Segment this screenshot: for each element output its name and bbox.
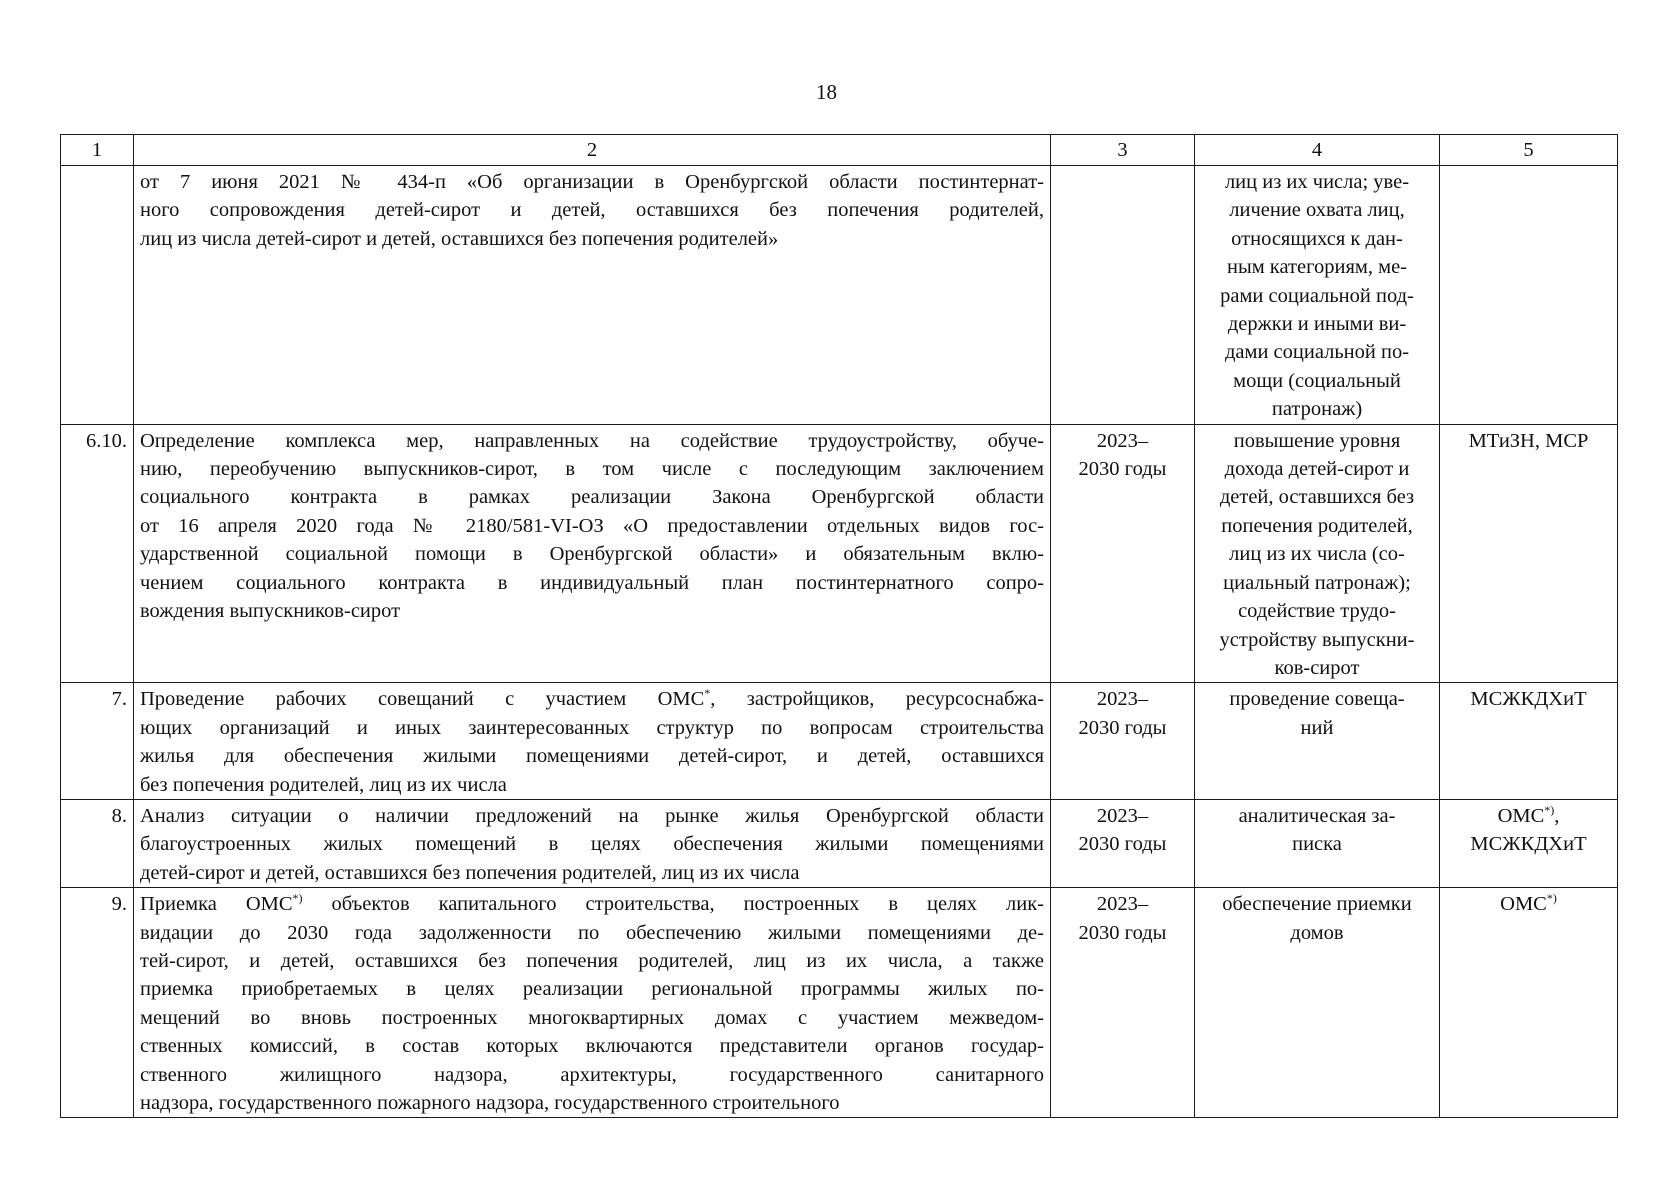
- text-line: ударственной социальной помощи в Оренбургской области» и обязательным вклю-: [140, 543, 1044, 566]
- activity-description: [134, 683, 1051, 800]
- text-line: МТиЗН, МСР: [1468, 429, 1589, 452]
- text-line: проведение совеща-: [1229, 688, 1405, 711]
- text-line: ющих организаций и иных заинтересованных структур по вопросам строительства: [140, 716, 1044, 739]
- text-line: надзора, государственного пожарного надзора, государственного строительного: [140, 1092, 840, 1114]
- text-line: личение охвата лиц,: [1229, 199, 1405, 222]
- column-number-2: 2: [134, 135, 1051, 166]
- item-number: 7.: [61, 683, 134, 800]
- text-line: вождения выпускников-сирот: [140, 600, 401, 623]
- responsible-executor: [1440, 424, 1618, 683]
- text-line: ного сопровождения детей-сирот и детей, оставшихся без попечения родителей,: [140, 199, 1044, 222]
- text-line: нию, переобучению выпускников-сирот, в том числе с последующим заключением: [140, 458, 1044, 481]
- text-line: видации до 2030 года задолженности по обеспечению жилыми помещениями де-: [140, 921, 1044, 944]
- table-row: [61, 166, 1618, 425]
- text-line: чением социального контракта в индивидуальный план постинтернатного сопро-: [140, 571, 1044, 594]
- implementation-period: [1051, 424, 1195, 683]
- text-line: МСЖКДХиТ: [1470, 688, 1587, 711]
- text-line: детей, оставшихся без: [1219, 486, 1415, 509]
- text-line: социального контракта в рамках реализации Закона Оренбургской области: [140, 486, 1044, 509]
- item-number: [61, 166, 134, 425]
- implementation-period: [1051, 166, 1195, 425]
- page-number: 18: [816, 80, 837, 104]
- activity-description: [134, 166, 1051, 425]
- column-number-4: 4: [1195, 135, 1440, 166]
- text-line: содействие трудо-: [1238, 600, 1396, 623]
- text-line: дохода детей-сирот и: [1224, 458, 1410, 481]
- text-line: 2023–: [1096, 429, 1149, 452]
- text-line: без попечения родителей, лиц из их числа: [140, 773, 507, 796]
- item-number: 6.10.: [61, 424, 134, 683]
- text-line: домов: [1290, 921, 1344, 944]
- table-row: [61, 683, 1618, 800]
- table-row: [61, 424, 1618, 683]
- table-header-row: [61, 135, 1618, 166]
- plan-table: [60, 134, 1618, 1118]
- text-line: Приемка ОМС*) объектов капитального строительства, построенных в целях лик-: [140, 891, 1044, 916]
- responsible-executor: [1440, 799, 1618, 887]
- text-line: 2023–: [1096, 893, 1149, 916]
- text-line: приемка приобретаемых в целях реализации региональной программы жилых по-: [140, 978, 1044, 1001]
- table-row: [61, 888, 1618, 1118]
- expected-result: [1195, 424, 1440, 683]
- responsible-executor: [1440, 166, 1618, 425]
- activity-description: [134, 888, 1051, 1118]
- text-line: циальный патронаж);: [1223, 571, 1411, 594]
- expected-result: [1195, 799, 1440, 887]
- item-number: 9.: [61, 888, 134, 1118]
- text-line: аналитическая за-: [1238, 804, 1396, 827]
- text-line: ным категориям, ме-: [1226, 256, 1408, 279]
- text-line: ственных комиссий, в состав которых включаются представители органов государ-: [140, 1035, 1044, 1058]
- responsible-executor: [1440, 888, 1618, 1118]
- table-row: [61, 799, 1618, 887]
- text-line: относящихся к дан-: [1231, 227, 1403, 250]
- text-line: МСЖКДХиТ: [1470, 833, 1587, 856]
- text-line: лиц из их числа (со-: [1229, 543, 1405, 566]
- text-line: тей-сирот, и детей, оставшихся без попечения родителей, лиц из их числа, а также: [140, 949, 1044, 972]
- text-line: ственного жилищного надзора, архитектуры, государственного санитарного: [140, 1063, 1044, 1086]
- text-line: от 16 апреля 2020 года № 2180/581-VI-ОЗ «О предоставлении отдельных видов гос-: [140, 514, 1044, 537]
- text-line: от 7 июня 2021 № 434-п «Об организации в Оренбургской области постинтернат-: [140, 171, 1044, 193]
- expected-result: [1195, 888, 1440, 1118]
- responsible-executor: [1440, 683, 1618, 800]
- column-number-3: 3: [1051, 135, 1195, 166]
- column-number-5: 5: [1440, 135, 1618, 166]
- text-line: патронаж): [1271, 398, 1363, 421]
- text-line: Проведение рабочих совещаний с участием ОМС*, застройщиков, ресурсоснабжа-: [140, 686, 1044, 711]
- text-line: ков-сирот: [1274, 656, 1360, 679]
- text-line: устройству выпускни-: [1219, 628, 1415, 651]
- implementation-period: [1051, 888, 1195, 1118]
- text-line: лиц из числа детей-сирот и детей, оставшихся без попечения родителей»: [140, 227, 779, 250]
- text-line: 2023–: [1096, 688, 1149, 711]
- text-line: 2030 годы: [1078, 921, 1167, 944]
- text-line: жилья для обеспечения жилыми помещениями детей-сирот, и детей, оставшихся: [140, 745, 1044, 768]
- text-line: детей-сирот и детей, оставшихся без попечения родителей, лиц из их числа: [140, 861, 800, 884]
- text-line: благоустроенных жилых помещений в целях обеспечения жилыми помещениями: [140, 833, 1044, 856]
- text-line: Определение комплекса мер, направленных на содействие трудоустройству, обуче-: [140, 429, 1044, 452]
- expected-result: [1195, 166, 1440, 425]
- text-line: обеспечение приемки: [1222, 893, 1412, 916]
- expected-result: [1195, 683, 1440, 800]
- text-line: мощи (социальный: [1233, 369, 1401, 392]
- text-line: 2030 годы: [1078, 833, 1167, 856]
- item-number: 8.: [61, 799, 134, 887]
- text-line: ний: [1300, 716, 1334, 739]
- column-number-1: 1: [61, 135, 134, 166]
- text-line: попечения родителей,: [1221, 514, 1413, 537]
- text-line: лиц из их числа; уве-: [1224, 171, 1410, 193]
- text-line: 2030 годы: [1078, 716, 1167, 739]
- text-line: 2030 годы: [1078, 458, 1167, 481]
- text-line: Анализ ситуации о наличии предложений на рынке жилья Оренбургской области: [140, 804, 1044, 827]
- text-line: ОМС*),: [1497, 802, 1560, 827]
- implementation-period: [1051, 683, 1195, 800]
- text-line: дами социальной по-: [1224, 341, 1410, 364]
- text-line: мещений во вновь построенных многоквартирных домах с участием межведом-: [140, 1006, 1044, 1029]
- text-line: держки и иными ви-: [1227, 313, 1407, 336]
- text-line: 2023–: [1096, 804, 1149, 827]
- text-line: писка: [1292, 833, 1342, 856]
- activity-description: [134, 799, 1051, 887]
- text-line: рами социальной под-: [1220, 284, 1414, 307]
- activity-description: [134, 424, 1051, 683]
- text-line: повышение уровня: [1233, 429, 1401, 452]
- implementation-period: [1051, 799, 1195, 887]
- text-line: ОМС*): [1500, 891, 1557, 916]
